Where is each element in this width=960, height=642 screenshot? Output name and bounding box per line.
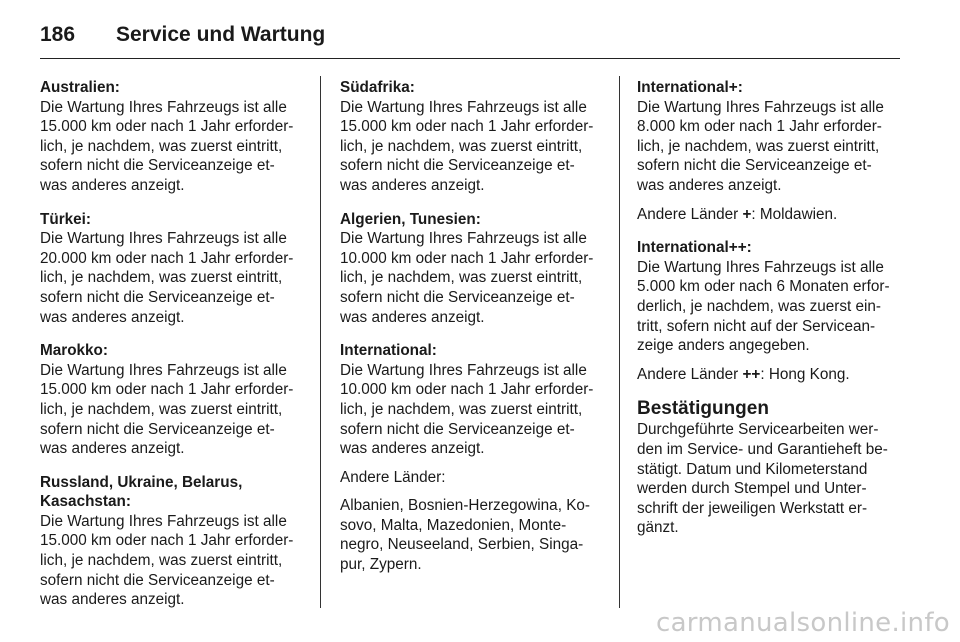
text-line: sofern nicht die Serviceanzeige et- [340, 420, 575, 438]
text-line: sofern nicht die Serviceanzeige et- [40, 288, 275, 306]
text-line: Die Wartung Ihres Fahrzeugs ist alle [637, 98, 884, 116]
text-line: Die Wartung Ihres Fahrzeugs ist alle [40, 512, 287, 530]
column-3 [637, 78, 907, 538]
text-line: sofern nicht die Serviceanzeige et- [340, 288, 575, 306]
section-title: International+: [637, 79, 743, 96]
other-countries-note [637, 205, 907, 225]
text-line: 15.000 km oder nach 1 Jahr erforder- [40, 118, 294, 136]
note-suffix: : Moldawien. [751, 205, 838, 223]
section-tuerkei [40, 210, 308, 328]
section-title: Australien: [40, 79, 120, 96]
section-title: Algerien, Tunesien: [340, 210, 481, 228]
text-line: Die Wartung Ihres Fahrzeugs ist alle [40, 230, 287, 248]
section-title: Russland, Ukraine, Belarus, [40, 473, 243, 491]
section-marokko [40, 341, 308, 459]
other-countries-note [637, 365, 907, 385]
text-line: 15.000 km oder nach 1 Jahr erforder- [40, 381, 294, 399]
text-line: 8.000 km oder nach 1 Jahr erforder- [637, 118, 882, 136]
heading-bestaetigungen: Bestätigungen [637, 398, 769, 420]
text-line: was anderes anzeigt. [340, 176, 485, 194]
note-symbol: + [742, 205, 752, 223]
text-line: was anderes anzeigt. [637, 176, 782, 194]
section-title: Türkei: [40, 210, 91, 228]
text-line: lich, je nachdem, was zuerst eintritt, [40, 137, 283, 155]
note-prefix: Andere Länder [637, 205, 743, 223]
text-line: lich, je nachdem, was zuerst eintritt, [40, 269, 283, 287]
text-line: was anderes anzeigt. [40, 176, 185, 194]
watermark-text: carmanualsonline.info [655, 608, 950, 638]
text-line: zeige anders angegeben. [637, 337, 810, 355]
text-line: den im Service- und Garantieheft be- [637, 440, 888, 458]
text-line: Die Wartung Ihres Fahrzeugs ist alle [40, 98, 287, 116]
section-title: International++: [637, 239, 752, 257]
column-divider-1 [320, 76, 321, 608]
text-line: was anderes anzeigt. [40, 440, 185, 458]
text-line: gänzt. [637, 519, 679, 537]
note-symbol: ++ [742, 365, 761, 383]
text-line: stätigt. Datum und Kilometerstand [637, 460, 868, 478]
note-prefix: Andere Länder [637, 365, 743, 383]
text-line: was anderes anzeigt. [40, 591, 185, 609]
text-line: 20.000 km oder nach 1 Jahr erforder- [40, 249, 294, 267]
other-countries-list [340, 496, 608, 574]
text-line: 5.000 km oder nach 6 Monaten erfor- [637, 278, 890, 296]
text-line: Albanien, Bosnien-Herzegowina, Ko- [340, 497, 590, 515]
text-line: negro, Neuseeland, Serbien, Singa- [340, 536, 584, 554]
text-line: 10.000 km oder nach 1 Jahr erforder- [340, 381, 594, 399]
section-suedafrika [340, 78, 608, 196]
text-line: Die Wartung Ihres Fahrzeugs ist alle [340, 230, 587, 248]
text-line: lich, je nachdem, was zuerst eintritt, [40, 552, 283, 570]
text-line: pur, Zypern. [340, 556, 422, 574]
text-line: was anderes anzeigt. [340, 308, 485, 326]
column-divider-2 [619, 76, 620, 608]
note-suffix: : Hong Kong. [760, 365, 850, 383]
text-line: was anderes anzeigt. [340, 440, 485, 458]
text-line: Die Wartung Ihres Fahrzeugs ist alle [340, 361, 587, 379]
bestaetigungen-text [637, 420, 907, 538]
text-line: schrift der jeweiligen Werkstatt er- [637, 499, 868, 517]
section-title: Kasachstan: [40, 493, 131, 511]
section-title: Südafrika: [340, 79, 415, 96]
text-line: sofern nicht die Serviceanzeige et- [340, 157, 575, 175]
text-line: sovo, Malta, Mazedonien, Monte- [340, 516, 567, 534]
text-line: Die Wartung Ihres Fahrzeugs ist alle [340, 98, 587, 116]
text-line: 15.000 km oder nach 1 Jahr erforder- [40, 532, 294, 550]
text-line: lich, je nachdem, was zuerst eintritt, [637, 137, 880, 155]
text-line: was anderes anzeigt. [40, 308, 185, 326]
text-line: sofern nicht die Serviceanzeige et- [637, 157, 872, 175]
header-divider [40, 58, 900, 59]
text-line: 10.000 km oder nach 1 Jahr erforder- [340, 249, 594, 267]
section-australien [40, 78, 308, 196]
section-title: Marokko: [40, 342, 108, 360]
text-line: Die Wartung Ihres Fahrzeugs ist alle [637, 258, 884, 276]
text-line: werden durch Stempel und Unter- [637, 480, 867, 498]
section-international-plusplus [637, 238, 907, 384]
text-line: sofern nicht die Serviceanzeige et- [40, 420, 275, 438]
text-line: lich, je nachdem, was zuerst eintritt, [340, 400, 583, 418]
page-title: Service und Wartung [116, 23, 326, 46]
text-line: lich, je nachdem, was zuerst eintritt, [40, 400, 283, 418]
text-line: tritt, sofern nicht auf der Servicean- [637, 317, 876, 335]
text-line: Die Wartung Ihres Fahrzeugs ist alle [40, 361, 287, 379]
section-title: International: [340, 342, 437, 360]
text-line: sofern nicht die Serviceanzeige et- [40, 157, 275, 175]
page-number: 186 [40, 23, 76, 46]
column-2 [340, 78, 608, 575]
text-line: sofern nicht die Serviceanzeige et- [40, 571, 275, 589]
text-line: derlich, je nachdem, was zuerst ein- [637, 297, 882, 315]
text-line: lich, je nachdem, was zuerst eintritt, [340, 137, 583, 155]
section-russland [40, 473, 308, 610]
section-international-plus [637, 78, 907, 224]
column-1 [40, 78, 308, 624]
text-line: Durchgeführte Servicearbeiten wer- [637, 421, 879, 439]
text-line: 15.000 km oder nach 1 Jahr erforder- [340, 118, 594, 136]
section-international [340, 341, 608, 459]
page-header [40, 18, 900, 52]
other-countries-label: Andere Länder: [340, 468, 446, 486]
text-line: lich, je nachdem, was zuerst eintritt, [340, 269, 583, 287]
section-algerien-tunesien [340, 210, 608, 328]
